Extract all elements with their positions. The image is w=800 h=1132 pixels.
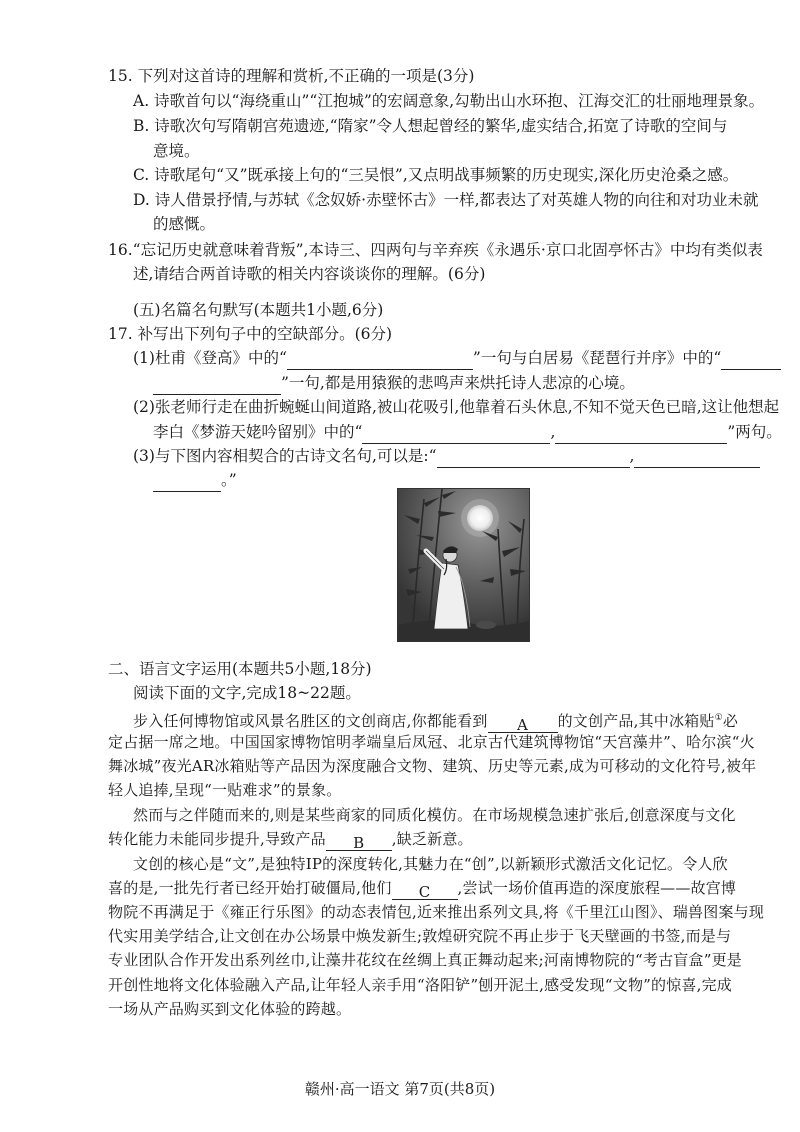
q17-item2-line2 [153,420,782,444]
q17-blank-1[interactable] [287,351,473,370]
q17-item1-line1 [133,346,781,370]
q17-stem: 17. 补写出下列句子中的空缺部分。(6分) [108,325,393,343]
q17-blank-2a[interactable] [721,351,781,370]
para1-text-b: 的文创产品,其中冰箱贴 [557,712,715,730]
q17-item3-comma: , [629,447,635,465]
q15-option-d-line2: 的感慨。 [153,215,216,233]
q17-blank-6a[interactable] [634,449,760,468]
para1-line4: 轻人追捧,呈现“一贴难求”的景象。 [108,781,342,799]
para1-text-a: 步入任何博物馆或风景名胜区的文创商店,你都能看到 [133,712,488,730]
para3-line3: 物院不再满足于《雍正行乐图》的动态表情包,近来推出系列文具,将《千里江山图》、瑞兽图案与现 [108,903,765,921]
moon-scene-picture [398,489,529,641]
para2-text-b: ,缺乏新意。 [391,830,473,848]
q17-blank-2b[interactable] [153,376,281,395]
poet-moon-illustration [397,488,530,642]
q17-item3-line1 [133,444,760,468]
q16-line2: 述,请结合两首诗歌的相关内容谈谈你的理解。(6分) [133,265,486,283]
reading-instruction: 阅读下面的文字,完成18~22题。 [133,684,361,702]
q17-item3-text-a: (3)与下图内容相契合的古诗文名句,可以是:“ [133,447,437,465]
q17-item1-line2 [153,371,635,395]
blank-b[interactable]: B [326,832,392,851]
page-footer: 赣州·高一语文 第7页(共8页) [304,1080,496,1098]
blank-a[interactable]: A [488,714,558,733]
para3-line7: 一场从产品购买到文化体验的跨越。 [108,1000,352,1018]
para3-text-b: ,尝试一场价值再造的深度旅程——故宫博 [457,879,737,897]
q17-item3-line2 [153,468,237,492]
para2-text-a: 转化能力未能同步提升,导致产品 [108,830,326,848]
q15-option-b-line1: B. 诗歌次句写隋朝宫苑遗迹,“隋家”令人想起曾经的繁华,虚实结合,拓宽了诗歌的空间与 [133,117,728,135]
q17-item1-text-c: ”一句,都是用猿猴的悲鸣声来烘托诗人悲凉的心境。 [281,374,635,392]
q17-item2-text-b: 李白《梦游天姥吟留别》中的“ [153,423,363,441]
q15-option-a: A. 诗歌首句以“海绕重山”“江抱城”的宏阔意象,勾勒出山水环抱、江海交汇的壮丽地理景象。 [133,92,765,110]
para1-line2: 定占据一席之地。中国国家博物馆明孝端皇后凤冠、北京古代建筑博物馆“天宫藻井”、哈尔滨“火 [108,733,755,751]
para3-line1: 文创的核心是“文”,是独特IP的深度转化,其魅力在“创”,以新颖形式激活文化记忆。令人欣 [133,855,728,873]
q15-stem: 15. 下列对这首诗的理解和赏析,不正确的一项是(3分) [108,67,475,85]
q17-blank-6b[interactable] [153,473,221,492]
para3-line6: 开创性地将文化体验融入产品,让年轻人亲手用“洛阳铲”刨开泥土,感受发现“文物”的惊喜,完成 [108,976,732,994]
para3-line4: 代实用美学结合,让文创在办公场景中焕发新生;敦煌研究院不再止步于飞天壁画的书签,而是与 [108,927,732,945]
q17-blank-4[interactable] [555,425,727,444]
footnote-marker: ① [714,713,723,723]
q17-blank-3[interactable] [362,425,550,444]
para3-line2 [108,876,736,900]
q17-item2-line1: (2)张老师行走在曲折蜿蜒山间道路,被山花吸引,他靠着石头休息,不知不觉天色已暗,这让他想起 [133,398,780,416]
para3-line5: 专业团队合作开发出系列丝巾,让藻井花纹在丝绸上真正舞动起来;河南博物院的“考古盲盒”更是 [108,951,742,969]
section-2-heading: 二、语言文字运用(本题共5小题,18分) [108,660,372,678]
q17-item1-text-a: (1)杜甫《登高》中的“ [133,349,287,367]
q15-option-d-line1: D. 诗人借景抒情,与苏轼《念奴娇·赤壁怀古》一样,都表达了对英雄人物的向往和对功业未就 [133,191,759,209]
para2-line2 [108,827,473,851]
q17-item3-text-c: 。” [221,471,237,489]
q17-item1-text-b: ”一句与白居易《琵琶行并序》中的“ [472,349,722,367]
q15-option-c: C. 诗歌尾句“又”既承接上句的“三吴恨”,又点明战事频繁的历史现实,深化历史沧桑之感。 [133,166,739,184]
section-5-heading: (五)名篇名句默写(本题共1小题,6分) [133,301,384,319]
q15-option-b-line2: 意境。 [153,142,200,160]
para1-text-c: 必 [722,712,739,730]
para1-line3: 舞冰城”夜光AR冰箱贴等产品因为深度融合文物、建筑、历史等元素,成为可移动的文化符号,被年 [108,757,757,775]
q16-line1: 16.“忘记历史就意味着背叛”,本诗三、四两句与辛弃疾《永遇乐·京口北固亭怀古》中均有类似表 [108,241,763,259]
q17-blank-5[interactable] [437,449,630,468]
para2-line1: 然而与之伴随而来的,则是某些商家的同质化模仿。在市场规模急速扩张后,创意深度与文化 [133,806,736,824]
full-moon [467,505,493,531]
q17-item2-comma: , [550,423,556,441]
para1-line1 [133,706,738,733]
blank-c[interactable]: C [392,881,458,900]
q17-item2-text-c: ”两句。 [727,423,782,441]
para3-text-a: 喜的是,一批先行者已经开始打破僵局,他们 [108,879,392,897]
rock [476,621,496,629]
